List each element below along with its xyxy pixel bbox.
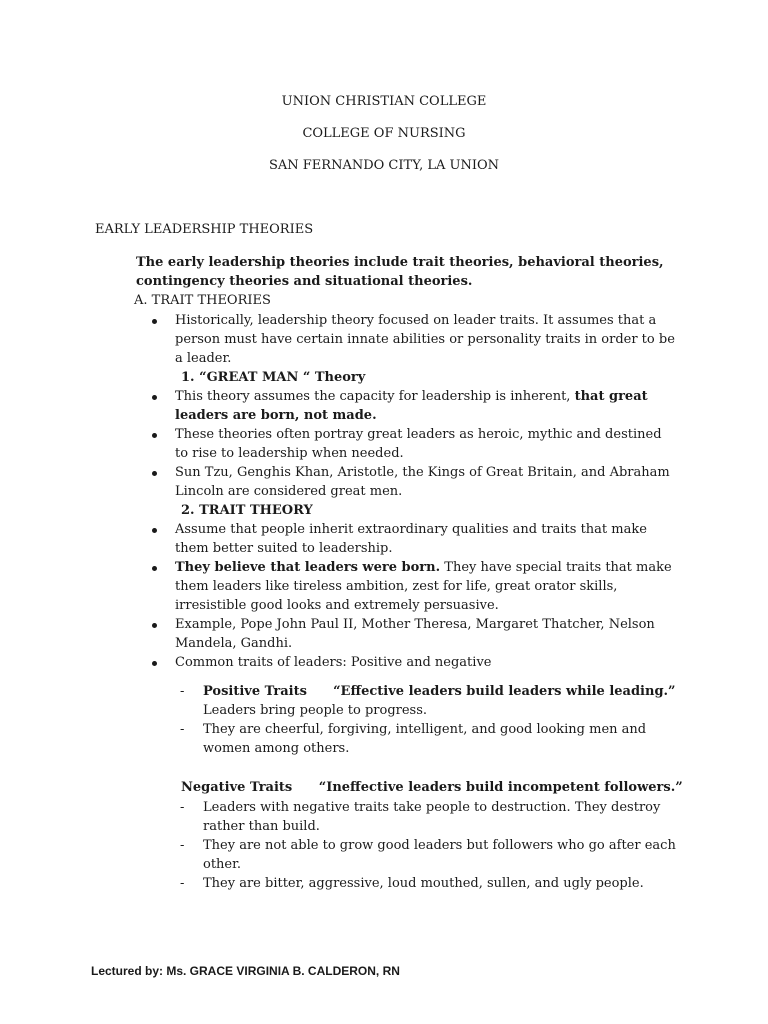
list-item: These theories often portray great leaders as heroic, mythic and destined to rise to leadership when needed. xyxy=(175,425,675,463)
bullet-icon xyxy=(152,566,157,571)
bullet-icon xyxy=(152,528,157,533)
bullet-icon xyxy=(152,395,157,400)
list-item: This theory assumes the capacity for leadership is inherent, that great leaders are born, not made. xyxy=(175,387,675,425)
bullet-icon xyxy=(152,623,157,628)
header-institution: UNION CHRISTIAN COLLEGE xyxy=(281,94,487,109)
negative-traits-label: Negative Traits xyxy=(181,780,293,795)
list-item: Common traits of leaders: Positive and negative xyxy=(175,653,675,672)
list-item: - They are cheerful, forgiving, intelligent, and good looking men and women among others. xyxy=(180,722,647,756)
positive-traits-block xyxy=(180,682,683,758)
list-item: - Positive Traits “Effective leaders build leaders while leading.” Leaders bring people to progress. xyxy=(180,684,676,718)
intro-paragraph: The early leadership theories include trait theories, behavioral theories, contingency theories and situational theories. xyxy=(136,255,664,289)
list-item: They believe that leaders were born. They have special traits that make them leaders like tireless ambition, zest for life, great orator skills, irresistible good looks and extremely persuasive. xyxy=(175,558,675,615)
lecturer-footer: Lectured by: Ms. GRACE VIRGINIA B. CALDERON, RN xyxy=(91,964,400,978)
trait-theory-heading: 2. TRAIT THEORY xyxy=(181,503,313,518)
list-item: Sun Tzu, Genghis Khan, Aristotle, the Kings of Great Britain, and Abraham Lincoln are considered great men. xyxy=(175,463,675,501)
negative-traits-heading xyxy=(181,778,683,797)
negative-traits-list xyxy=(180,798,681,893)
list-item: - They are not able to grow good leaders but followers who go after each other. xyxy=(180,838,676,872)
list-item: Historically, leadership theory focused on leader traits. It assumes that a person must have certain innate abilities or personality traits in order to be a leader. xyxy=(175,311,675,368)
list-item: - Leaders with negative traits take people to destruction. They destroy rather than build. xyxy=(180,800,661,834)
section-title: EARLY LEADERSHIP THEORIES xyxy=(95,222,314,237)
bullet-icon xyxy=(152,433,157,438)
positive-traits-quote: “Effective leaders build leaders while leading.” xyxy=(333,684,676,699)
header-college: COLLEGE OF NURSING xyxy=(302,126,466,141)
great-man-heading: 1. “GREAT MAN “ Theory xyxy=(181,370,366,385)
header-location: SAN FERNANDO CITY, LA UNION xyxy=(268,158,500,173)
bullet-icon xyxy=(152,319,157,324)
list-item: - They are bitter, aggressive, loud mouthed, sullen, and ugly people. xyxy=(180,876,644,891)
trait-theories-body xyxy=(175,311,675,672)
bullet-icon xyxy=(152,471,157,476)
bullet-icon xyxy=(152,661,157,666)
list-item: Assume that people inherit extraordinary qualities and traits that make them better suited to leadership. xyxy=(175,520,675,558)
negative-traits-quote: “Ineffective leaders build incompetent followers.” xyxy=(318,780,683,795)
positive-traits-label: Positive Traits xyxy=(203,684,307,699)
list-item: Example, Pope John Paul II, Mother Theresa, Margaret Thatcher, Nelson Mandela, Gandhi. xyxy=(175,615,675,653)
trait-theories-heading: A. TRAIT THEORIES xyxy=(134,293,271,308)
